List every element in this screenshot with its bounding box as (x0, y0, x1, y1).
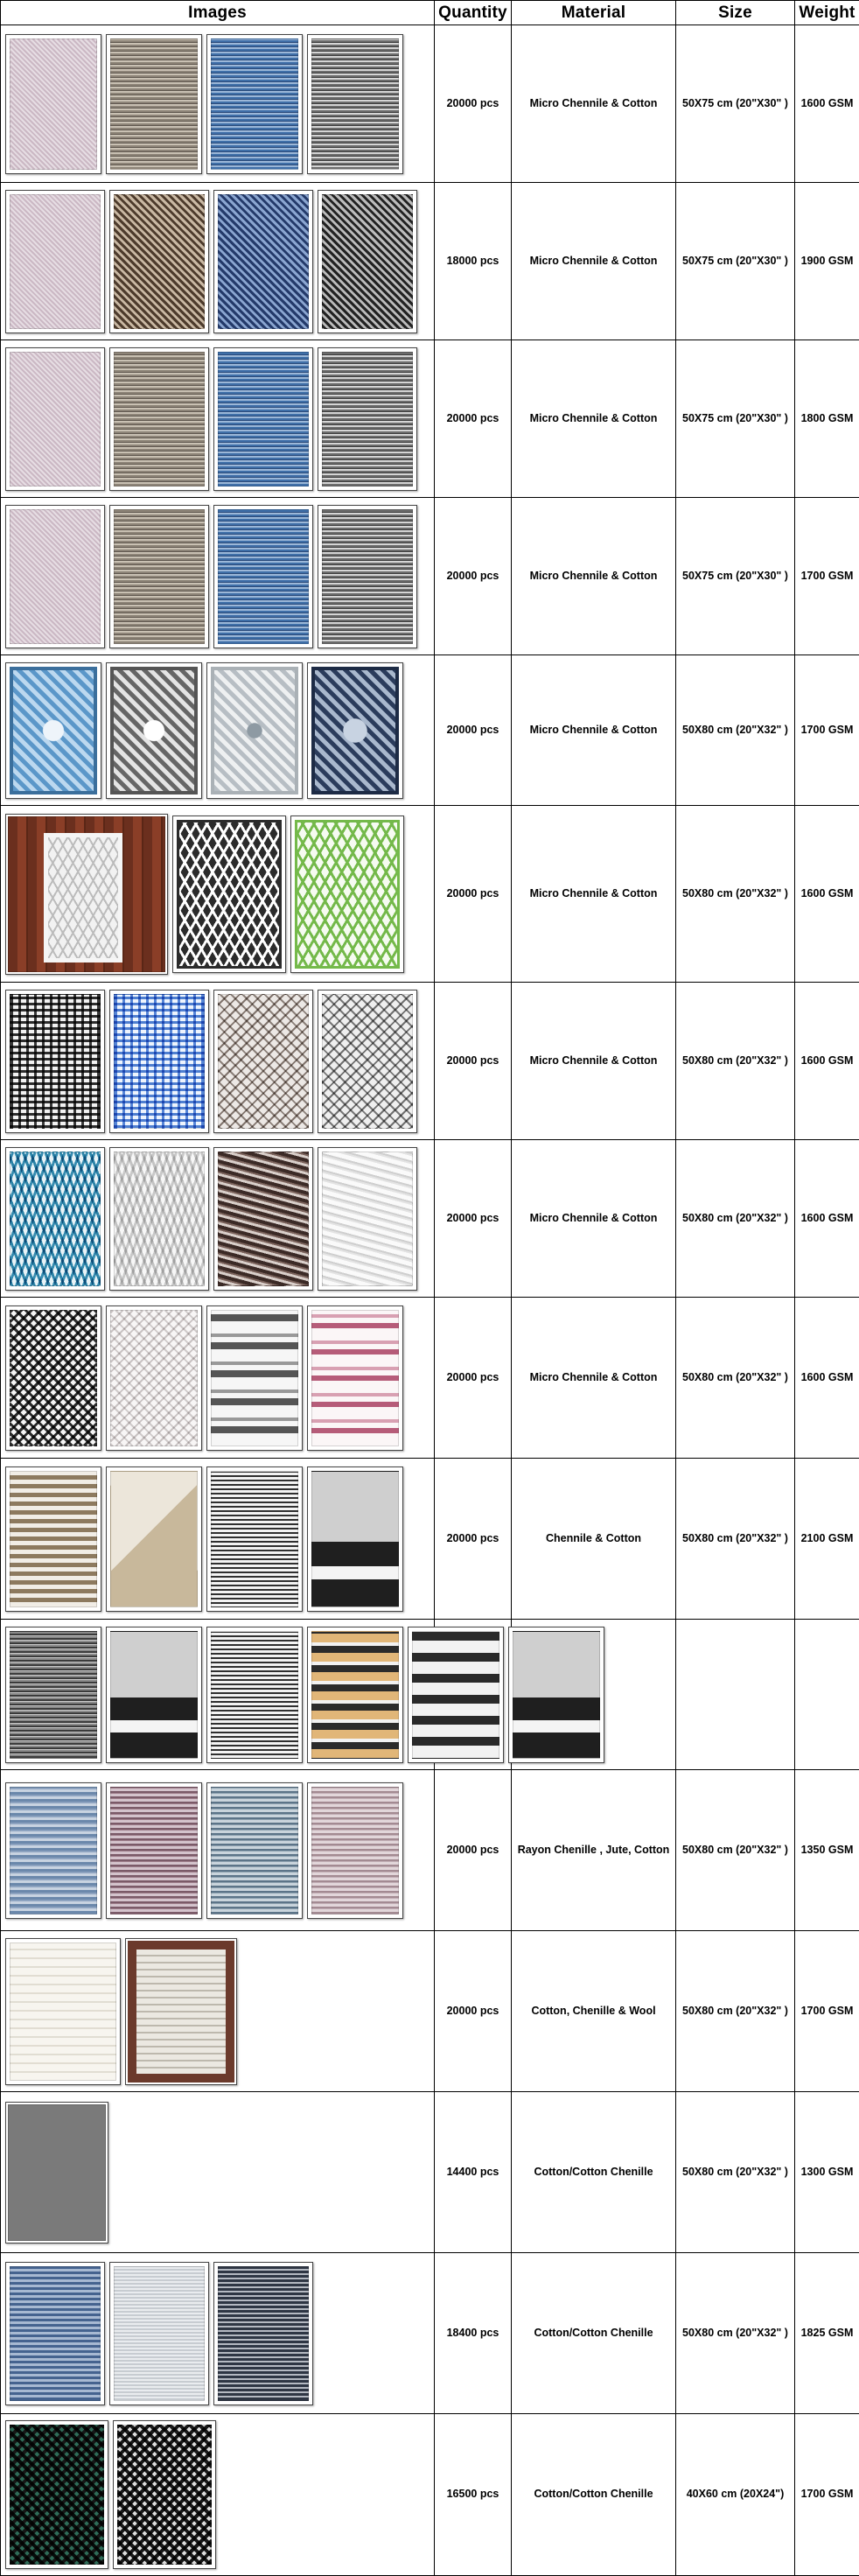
image-cell (1, 2092, 435, 2253)
material-cell: Cotton, Chenille & Wool (512, 1931, 676, 2092)
material-cell: Micro Chennile & Cotton (512, 340, 676, 498)
rug-image (213, 190, 313, 333)
image-cell (1, 25, 435, 183)
rug-image (307, 1466, 403, 1612)
size-cell: 50X80 cm (20"X32" ) (676, 806, 795, 983)
table-row (1, 183, 859, 340)
rug-image (5, 2262, 105, 2405)
rug-image (213, 1147, 313, 1291)
size-cell (676, 1620, 795, 1770)
material-cell: Micro Chennile & Cotton (512, 1298, 676, 1459)
rug-image (5, 1147, 105, 1291)
quantity-cell: 20000 pcs (435, 1298, 512, 1459)
rug-image (213, 990, 313, 1133)
quantity-cell: 14400 pcs (435, 2092, 512, 2253)
table-row (1, 655, 859, 806)
table-row (1, 498, 859, 655)
header-weight: Weight (795, 1, 859, 25)
material-cell: Chennile & Cotton (512, 1459, 676, 1620)
size-cell: 50X80 cm (20"X32" ) (676, 1298, 795, 1459)
rug-image (318, 990, 417, 1133)
rug-image (106, 34, 202, 174)
quantity-cell: 20000 pcs (435, 498, 512, 655)
image-cell (1, 806, 435, 983)
size-cell: 50X80 cm (20"X32" ) (676, 655, 795, 806)
size-cell: 50X80 cm (20"X32" ) (676, 1931, 795, 2092)
rug-image (5, 990, 105, 1133)
table-row (1, 2253, 859, 2414)
weight-cell: 1600 GSM (795, 1298, 859, 1459)
size-cell: 50X80 cm (20"X32" ) (676, 1140, 795, 1298)
quantity-cell: 20000 pcs (435, 806, 512, 983)
quantity-cell: 20000 pcs (435, 1459, 512, 1620)
rug-image (206, 34, 303, 174)
rug-image (307, 34, 403, 174)
rug-image (5, 1306, 101, 1451)
rug-image (318, 347, 417, 491)
image-cell (1, 1140, 435, 1298)
image-cell (1, 2253, 435, 2414)
rug-image (213, 2262, 313, 2405)
rug-image (206, 1466, 303, 1612)
material-cell: Micro Chennile & Cotton (512, 25, 676, 183)
rug-image (5, 1627, 101, 1763)
rug-image (109, 1147, 209, 1291)
image-cell (1, 498, 435, 655)
size-cell: 50X75 cm (20"X30" ) (676, 498, 795, 655)
rug-image (109, 2262, 209, 2405)
table-row (1, 1770, 859, 1931)
rug-image (109, 990, 209, 1133)
size-cell: 40X60 cm (20X24") (676, 2414, 795, 2576)
rug-image (307, 1627, 403, 1763)
rug-image (5, 814, 168, 975)
rug-image (5, 34, 101, 174)
quantity-cell: 20000 pcs (435, 983, 512, 1140)
material-cell: Micro Chennile & Cotton (512, 183, 676, 340)
quantity-cell: 20000 pcs (435, 655, 512, 806)
header-material: Material (512, 1, 676, 25)
rug-image (5, 190, 105, 333)
rug-image (172, 816, 286, 973)
size-cell: 50X80 cm (20"X32" ) (676, 2092, 795, 2253)
weight-cell: 1700 GSM (795, 1931, 859, 2092)
table-row (1, 2092, 859, 2253)
rug-image (106, 1306, 202, 1451)
header-quantity: Quantity (435, 1, 512, 25)
weight-cell: 1600 GSM (795, 1140, 859, 1298)
table-row (1, 1298, 859, 1459)
size-cell: 50X80 cm (20"X32" ) (676, 2253, 795, 2414)
image-cell (1, 655, 435, 806)
rug-image (5, 505, 105, 648)
table-row (1, 25, 859, 183)
image-cell (1, 1931, 435, 2092)
table-row (1, 340, 859, 498)
material-cell: Cotton/Cotton Chenille (512, 2092, 676, 2253)
quantity-cell: 18400 pcs (435, 2253, 512, 2414)
size-cell: 50X75 cm (20"X30" ) (676, 25, 795, 183)
rug-image (5, 662, 101, 799)
size-cell: 50X80 cm (20"X32" ) (676, 1770, 795, 1931)
table-row (1, 2414, 859, 2576)
rug-image (5, 1466, 101, 1612)
image-cell (1, 2414, 435, 2576)
rug-image (5, 2420, 108, 2569)
weight-cell: 1600 GSM (795, 983, 859, 1140)
rug-image (106, 662, 202, 799)
rug-image (106, 1627, 202, 1763)
rug-image (318, 505, 417, 648)
header-row (1, 1, 859, 25)
header-size: Size (676, 1, 795, 25)
image-cell (1, 1459, 435, 1620)
rug-image (318, 1147, 417, 1291)
header-images: Images (1, 1, 435, 25)
weight-cell: 2100 GSM (795, 1459, 859, 1620)
material-cell: Micro Chennile & Cotton (512, 1140, 676, 1298)
rug-image (307, 1782, 403, 1919)
rug-image (213, 505, 313, 648)
material-cell: Cotton/Cotton Chenille (512, 2253, 676, 2414)
rug-image (106, 1466, 202, 1612)
material-cell: Rayon Chenille , Jute, Cotton (512, 1770, 676, 1931)
material-cell: Micro Chennile & Cotton (512, 806, 676, 983)
size-cell: 50X75 cm (20"X30" ) (676, 340, 795, 498)
material-cell: Micro Chennile & Cotton (512, 655, 676, 806)
rug-image (5, 2102, 108, 2244)
weight-cell: 1300 GSM (795, 2092, 859, 2253)
rug-image (206, 1627, 303, 1763)
table-row (1, 1459, 859, 1620)
rug-image (106, 1782, 202, 1919)
quantity-cell: 20000 pcs (435, 340, 512, 498)
rug-image (125, 1938, 237, 2085)
rug-image (318, 190, 417, 333)
image-cell (1, 340, 435, 498)
weight-cell: 1825 GSM (795, 2253, 859, 2414)
quantity-cell: 18000 pcs (435, 183, 512, 340)
quantity-cell: 20000 pcs (435, 1770, 512, 1931)
rug-image (206, 662, 303, 799)
material-cell: Cotton/Cotton Chenille (512, 2414, 676, 2576)
quantity-cell: 20000 pcs (435, 25, 512, 183)
weight-cell: 1700 GSM (795, 498, 859, 655)
size-cell: 50X75 cm (20"X30" ) (676, 183, 795, 340)
image-cell (1, 1620, 435, 1770)
rug-image (408, 1627, 504, 1763)
table-row (1, 1620, 859, 1770)
quantity-cell: 20000 pcs (435, 1931, 512, 2092)
rug-image (5, 1938, 121, 2085)
rug-image (307, 662, 403, 799)
table-row (1, 806, 859, 983)
weight-cell (795, 1620, 859, 1770)
weight-cell: 1700 GSM (795, 655, 859, 806)
rug-image (109, 505, 209, 648)
rug-image (307, 1306, 403, 1451)
weight-cell: 1900 GSM (795, 183, 859, 340)
rug-image (508, 1627, 604, 1763)
rug-image (113, 2420, 216, 2569)
table-row (1, 983, 859, 1140)
material-cell: Micro Chennile & Cotton (512, 498, 676, 655)
weight-cell: 1600 GSM (795, 25, 859, 183)
size-cell: 50X80 cm (20"X32" ) (676, 1459, 795, 1620)
size-cell: 50X80 cm (20"X32" ) (676, 983, 795, 1140)
rug-image (206, 1306, 303, 1451)
image-cell (1, 1298, 435, 1459)
quantity-cell: 16500 pcs (435, 2414, 512, 2576)
table-row (1, 1931, 859, 2092)
weight-cell: 1800 GSM (795, 340, 859, 498)
rug-image (5, 347, 105, 491)
rug-image (5, 1782, 101, 1919)
material-cell: Micro Chennile & Cotton (512, 983, 676, 1140)
rug-image (206, 1782, 303, 1919)
rug-image (109, 190, 209, 333)
weight-cell: 1700 GSM (795, 2414, 859, 2576)
weight-cell: 1350 GSM (795, 1770, 859, 1931)
table-row (1, 1140, 859, 1298)
image-cell (1, 983, 435, 1140)
rug-image (213, 347, 313, 491)
weight-cell: 1600 GSM (795, 806, 859, 983)
rug-image (290, 816, 404, 973)
image-cell (1, 1770, 435, 1931)
image-cell (1, 183, 435, 340)
quantity-cell: 20000 pcs (435, 1140, 512, 1298)
rug-image (109, 347, 209, 491)
